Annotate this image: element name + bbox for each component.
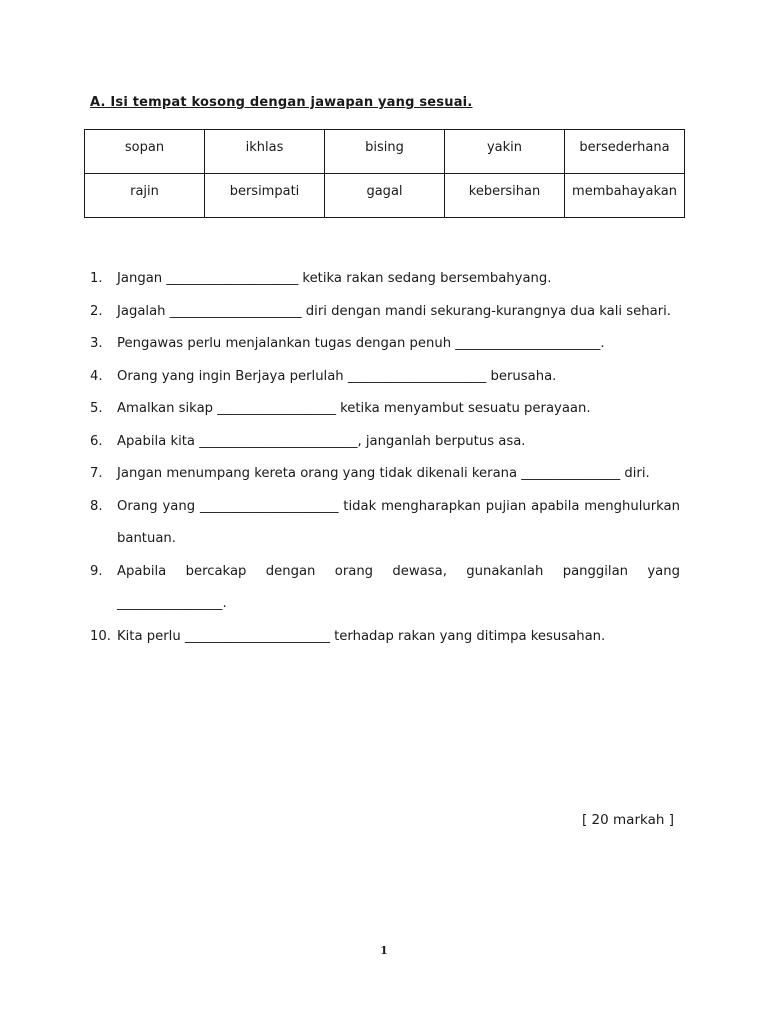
question-number: 3.	[90, 336, 103, 351]
question-item	[90, 458, 680, 491]
question-text: Apabila bercakap dengan orang dewasa, gunakanlah panggilan yang ________________.	[117, 563, 680, 611]
question-item	[90, 361, 680, 394]
section-title: A. Isi tempat kosong dengan jawapan yang sesuai.	[90, 95, 473, 110]
question-item	[90, 621, 680, 654]
word-bank-cell: bersederhana	[565, 130, 685, 174]
question-number: 9.	[90, 563, 103, 579]
word-bank-cell: rajin	[85, 174, 205, 218]
word-bank-cell: sopan	[85, 130, 205, 174]
question-number: 6.	[90, 433, 103, 449]
word-bank-cell: bersimpati	[205, 174, 325, 218]
word-bank-cell: bising	[325, 130, 445, 174]
word-bank-row	[85, 130, 685, 174]
question-text: Jangan ____________________ ketika rakan sedang bersembahyang.	[117, 271, 552, 286]
question-item	[90, 556, 680, 621]
question-text: Apabila kita ________________________, janganlah berputus asa.	[117, 433, 526, 449]
question-item	[90, 393, 680, 426]
question-number: 8.	[90, 498, 103, 514]
page-number: 1	[380, 944, 388, 957]
question-text: Orang yang ingin Berjaya perlulah _____________________ berusaha.	[117, 368, 557, 384]
question-text: Pengawas perlu menjalankan tugas dengan penuh ______________________.	[117, 336, 605, 351]
word-bank-row	[85, 174, 685, 218]
word-bank-cell: membahayakan	[565, 174, 685, 218]
question-text: Orang yang _____________________ tidak mengharapkan pujian apabila menghulurkan bantuan.	[117, 498, 680, 546]
word-bank-cell: ikhlas	[205, 130, 325, 174]
question-list	[90, 263, 680, 653]
question-item	[90, 296, 680, 329]
word-bank-cell: gagal	[325, 174, 445, 218]
question-number: 10.	[90, 628, 111, 644]
question-text: Amalkan sikap __________________ ketika menyambut sesuatu perayaan.	[117, 401, 591, 416]
question-number: 4.	[90, 368, 103, 384]
question-text: Jangan menumpang kereta orang yang tidak dikenali kerana _______________ diri.	[117, 466, 650, 481]
question-number: 1.	[90, 271, 103, 286]
word-bank-cell: kebersihan	[445, 174, 565, 218]
question-item	[90, 328, 680, 361]
question-text: Kita perlu ______________________ terhadap rakan yang ditimpa kesusahan.	[117, 628, 606, 644]
total-marks: [ 20 markah ]	[582, 812, 674, 828]
word-bank-table	[84, 129, 685, 218]
question-item	[90, 263, 680, 296]
question-number: 5.	[90, 401, 103, 416]
question-number: 7.	[90, 466, 103, 481]
question-item	[90, 426, 680, 459]
question-number: 2.	[90, 303, 103, 319]
word-bank-cell: yakin	[445, 130, 565, 174]
question-text: Jagalah ____________________ diri dengan mandi sekurang-kurangnya dua kali sehari.	[117, 303, 671, 319]
question-item	[90, 491, 680, 556]
